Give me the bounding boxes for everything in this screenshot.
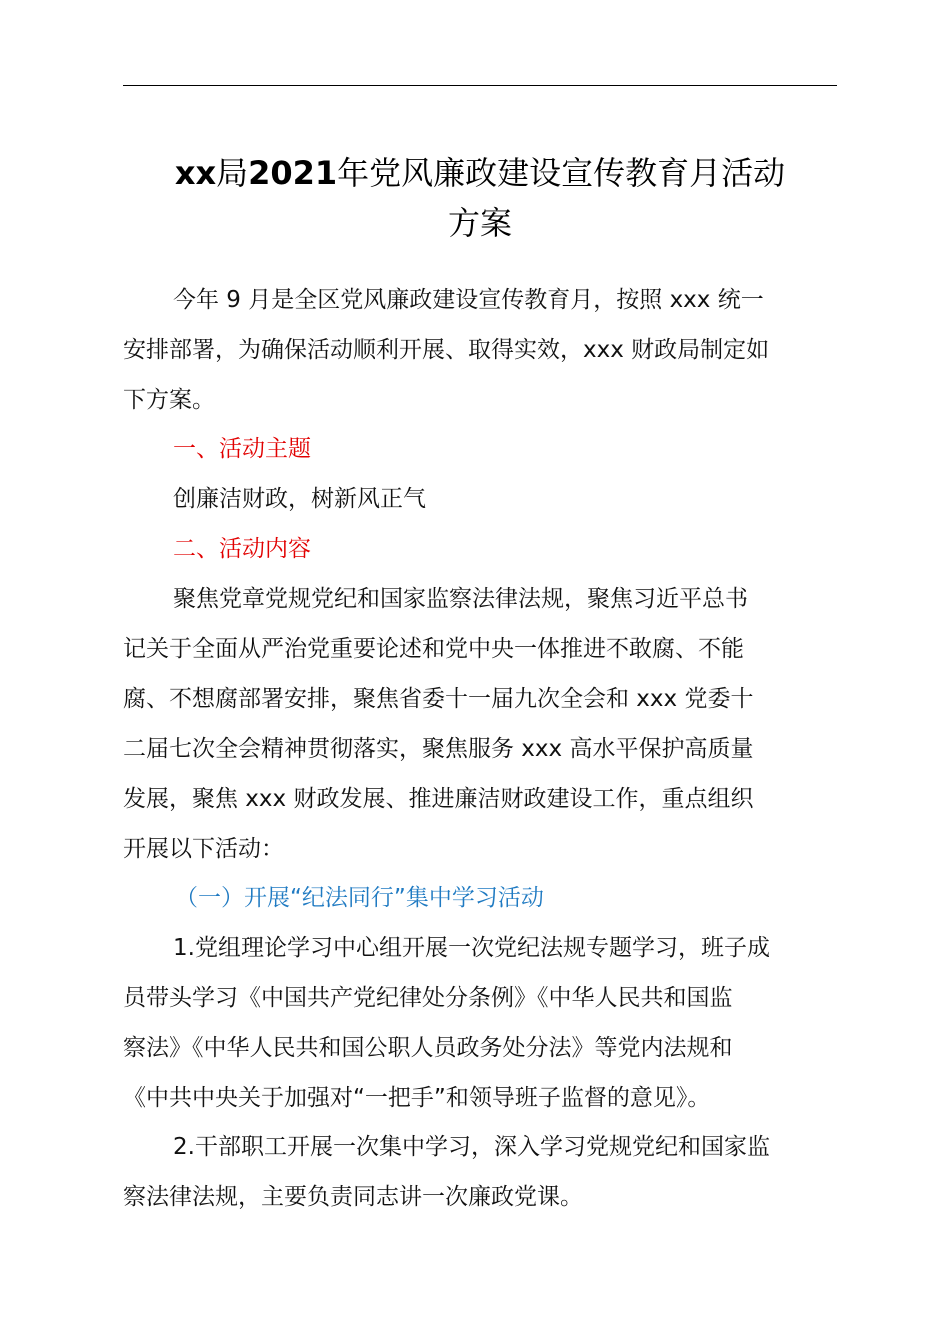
title-bureau: 局: [216, 154, 249, 192]
section-heading-theme: 一、活动主题: [173, 436, 311, 462]
title-line-1: [123, 148, 837, 198]
item1-line-1: 1.党组理论学习中心组开展一次党纪法规专题学习，班子成: [173, 935, 770, 961]
content-line-3: 腐、不想腐部署安排，聚焦省委十一届九次全会和 xxx 党委十: [123, 686, 754, 712]
title-year: 2021: [248, 154, 338, 192]
content-line-2: 记关于全面从严治党重要论述和党中央一体推进不敢腐、不能: [123, 636, 744, 662]
subsection-heading-study: （一）开展“纪法同行”集中学习活动: [175, 885, 544, 911]
title-prefix: xx: [174, 154, 217, 192]
item1-line-3: 察法》《中华人民共和国公职人员政务处分法》等党内法规和: [123, 1035, 733, 1061]
content-line-6: 开展以下活动：: [123, 836, 284, 862]
content-line-1: 聚焦党章党规党纪和国家监察法律法规，聚焦习近平总书: [173, 586, 748, 612]
theme-text: 创廉洁财政，树新风正气: [173, 486, 426, 512]
item2-line-2: 察法律法规，主要负责同志讲一次廉政党课。: [123, 1184, 583, 1210]
content-line-4: 二届七次全会精神贯彻落实，聚焦服务 xxx 高水平保护高质量: [123, 736, 754, 762]
title-main: 年党风廉政建设宣传教育月活动: [337, 154, 786, 192]
title-line-2: 方案: [447, 204, 512, 242]
intro-line-2: 安排部署，为确保活动顺利开展、取得实效，xxx 财政局制定如: [123, 337, 770, 363]
intro-line-1: 今年 9 月是全区党风廉政建设宣传教育月，按照 xxx 统一: [173, 287, 764, 313]
intro-line-3: 下方案。: [123, 387, 215, 413]
header-rule: [123, 85, 837, 86]
section-heading-content: 二、活动内容: [173, 536, 311, 562]
item1-line-4: 《中共中央关于加强对“一把手”和领导班子监督的意见》。: [123, 1085, 711, 1111]
item2-line-1: 2.干部职工开展一次集中学习，深入学习党规党纪和国家监: [173, 1134, 770, 1160]
content-line-5: 发展，聚焦 xxx 财政发展、推进廉洁财政建设工作，重点组织: [123, 786, 754, 812]
document-title: [123, 148, 837, 248]
item1-line-2: 员带头学习《中国共产党纪律处分条例》《中华人民共和国监: [123, 985, 733, 1011]
